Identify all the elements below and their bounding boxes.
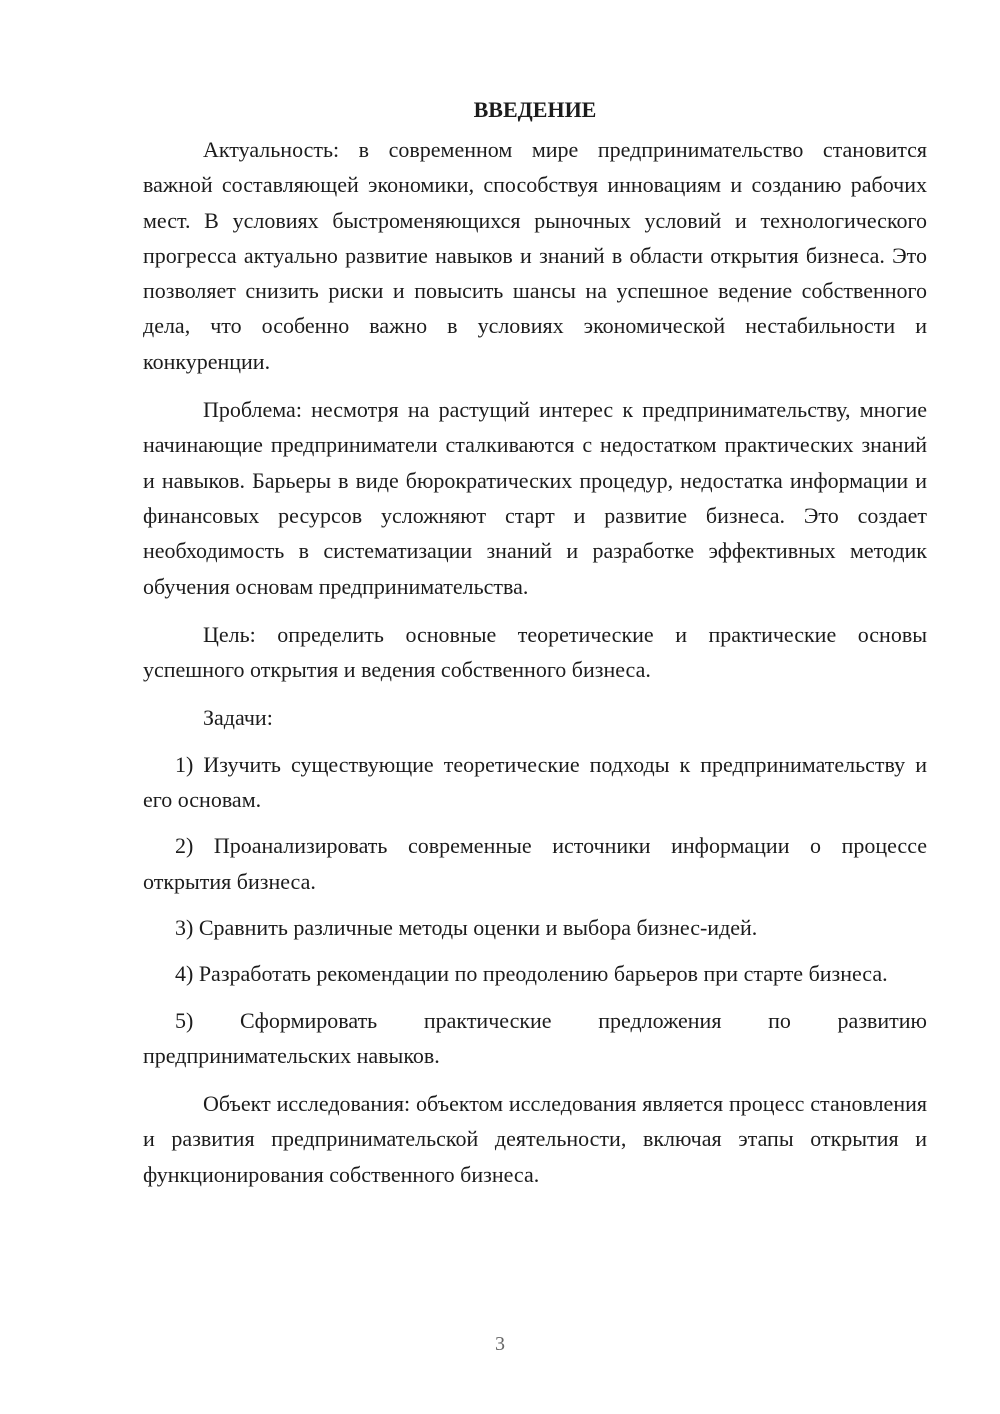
relevance-paragraph: Актуальность: в современном мире предпринимательство становится важной составляющей экономики, способствуя инновациям и созданию рабочих мест. В условиях быстроменяющихся рыночных условий и технологического прогресса актуально развитие навыков и знаний в области открытия бизнеса. Это позволяет снизить риски и повысить шансы на успешное ведение собственного дела, что особенно важно в условиях экономической нестабильности и конкуренции. <box>143 137 927 374</box>
task-item: 4) Разработать рекомендации по преодолению барьеров при старте бизнеса. <box>175 961 888 987</box>
document-title: ВВЕДЕНИЕ <box>473 97 597 122</box>
task-item: 2) Проанализировать современные источники информации о процессе открытия бизнеса. <box>143 833 927 894</box>
page-number: 3 <box>495 1333 505 1355</box>
tasks-heading: Задачи: <box>203 705 273 731</box>
task-item: 5) Сформировать практические предложения по развитию предпринимательских навыков. <box>143 1007 927 1068</box>
task-item: 3) Сравнить различные методы оценки и выбора бизнес-идей. <box>175 914 758 940</box>
object-paragraph: Объект исследования: объектом исследования является процесс становления и развития предпринимательской деятельности, включая этапы открытия и функционирования собственного бизнеса. <box>143 1091 927 1187</box>
document-page <box>143 88 927 1192</box>
goal-paragraph: Цель: определить основные теоретические и практические основы успешного открытия и ведения собственного бизнеса. <box>143 621 927 683</box>
task-item: 1) Изучить существующие теоретические подходы к предпринимательству и его основам. <box>143 751 927 813</box>
problem-paragraph: Проблема: несмотря на растущий интерес к предпринимательству, многие начинающие предприниматели сталкиваются с недостатком практических знаний и навыков. Барьеры в виде бюрократических процедур, недостатка информации и финансовых ресурсов усложняют старт и развитие бизнеса. Это создает необходимость в систематизации знаний и разработке эффективных методик обучения основам предпринимательства. <box>143 397 927 599</box>
